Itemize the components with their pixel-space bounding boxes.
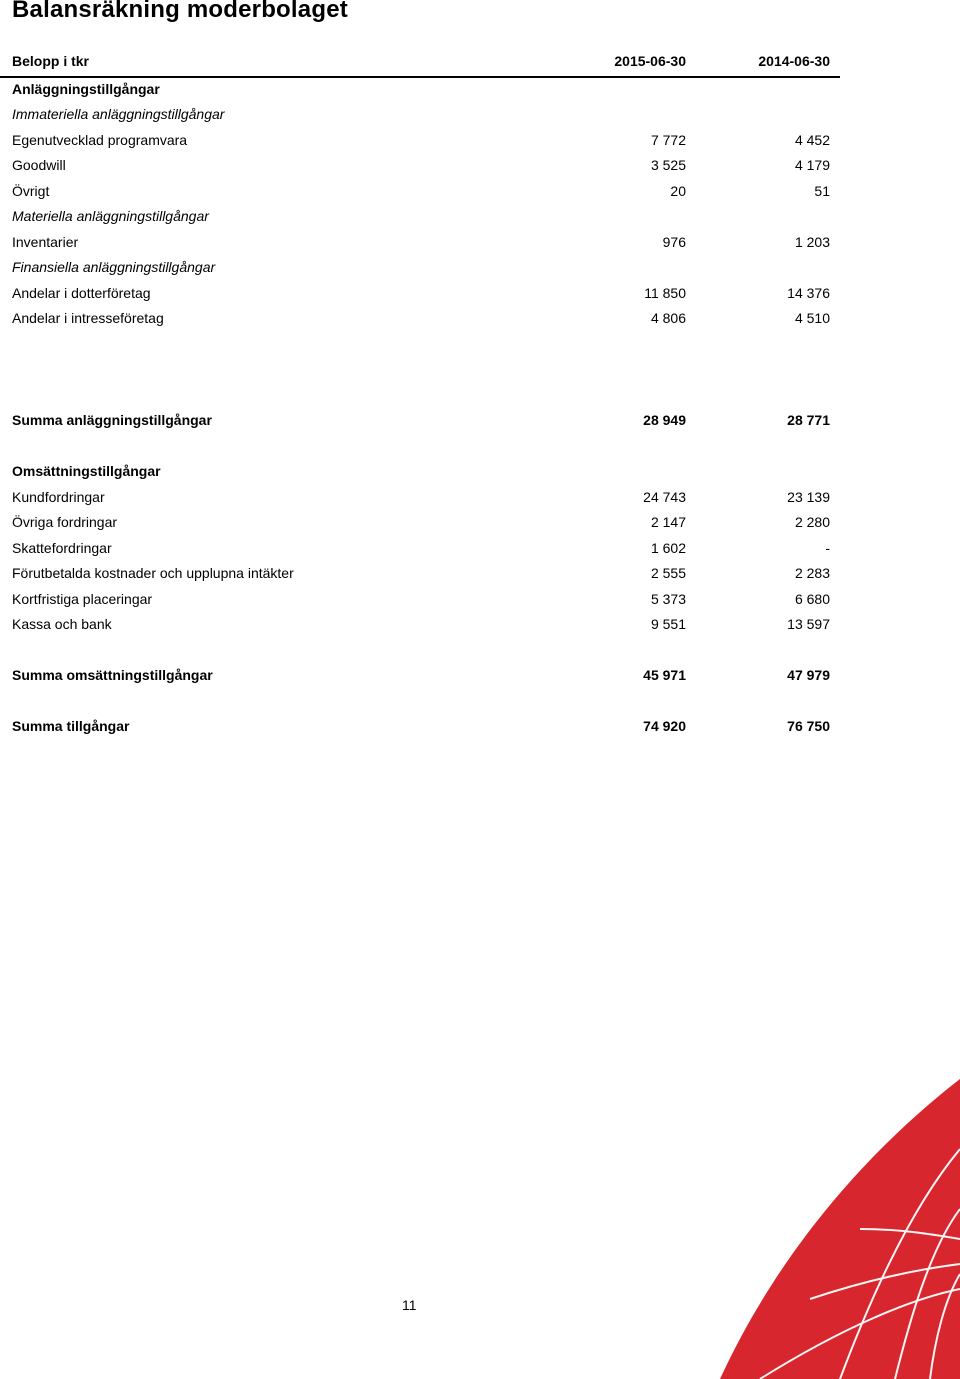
subtotal-row bbox=[0, 410, 840, 430]
row-label: Omsättningstillgångar bbox=[12, 463, 161, 479]
table-row bbox=[0, 155, 840, 175]
row-label: Förutbetalda kostnader och upplupna intäkter bbox=[12, 565, 294, 581]
value-2015: 24 743 bbox=[643, 489, 686, 505]
value-2014: 1 203 bbox=[794, 234, 830, 250]
subsection-heading-finansiella bbox=[0, 257, 840, 277]
row-label: Skattefordringar bbox=[12, 540, 112, 556]
row-label: Summa anläggningstillgångar bbox=[12, 412, 212, 428]
row-label: Egenutvecklad programvara bbox=[12, 132, 188, 148]
subsection-heading-immateriella bbox=[0, 104, 840, 124]
value-2014: 2 283 bbox=[794, 565, 830, 581]
section-heading-anlaggningstillgangar bbox=[0, 79, 840, 99]
table-row bbox=[0, 563, 840, 583]
row-label: Andelar i dotterföretag bbox=[12, 285, 151, 301]
value-2015: 20 bbox=[670, 183, 686, 199]
table-row bbox=[0, 512, 840, 532]
row-label: Övriga fordringar bbox=[12, 514, 118, 530]
value-2015: 5 373 bbox=[650, 591, 686, 607]
page-title: Balansräkning moderbolaget bbox=[12, 0, 348, 23]
value-2015: 2 147 bbox=[650, 514, 686, 530]
column-header-label: Belopp i tkr bbox=[12, 53, 90, 69]
page-number: 11 bbox=[402, 1297, 417, 1313]
table-row bbox=[0, 232, 840, 252]
subsection-heading-materiella bbox=[0, 206, 840, 226]
column-header-2014: 2014-06-30 bbox=[758, 53, 830, 69]
value-2015: 3 525 bbox=[650, 157, 686, 173]
row-label: Summa omsättningstillgångar bbox=[12, 667, 213, 683]
table-header bbox=[0, 52, 840, 78]
table-row bbox=[0, 181, 840, 201]
table-row bbox=[0, 308, 840, 328]
value-2014: 13 597 bbox=[787, 616, 830, 632]
value-2015: 2 555 bbox=[650, 565, 686, 581]
value-2015: 45 971 bbox=[643, 667, 686, 683]
row-label: Kundfordringar bbox=[12, 489, 105, 505]
value-2015: 28 949 bbox=[643, 412, 686, 428]
row-label: Summa tillgångar bbox=[12, 718, 130, 734]
value-2014: 76 750 bbox=[787, 718, 830, 734]
table-row bbox=[0, 614, 840, 634]
value-2015: 9 551 bbox=[650, 616, 686, 632]
row-label: Immateriella anläggningstillgångar bbox=[12, 106, 225, 122]
value-2015: 976 bbox=[662, 234, 686, 250]
value-2014: 51 bbox=[814, 183, 830, 199]
row-label: Andelar i intresseföretag bbox=[12, 310, 164, 326]
value-2015: 1 602 bbox=[650, 540, 686, 556]
value-2014: - bbox=[825, 540, 830, 556]
row-label: Materiella anläggningstillgångar bbox=[12, 208, 209, 224]
row-label: Kassa och bank bbox=[12, 616, 112, 632]
row-label: Finansiella anläggningstillgångar bbox=[12, 259, 216, 275]
value-2015: 7 772 bbox=[650, 132, 686, 148]
table-row bbox=[0, 487, 840, 507]
subtotal-row bbox=[0, 665, 840, 685]
value-2014: 4 510 bbox=[794, 310, 830, 326]
value-2014: 47 979 bbox=[787, 667, 830, 683]
row-label: Övrigt bbox=[12, 183, 50, 199]
row-label: Kortfristiga placeringar bbox=[12, 591, 153, 607]
table-row bbox=[0, 130, 840, 150]
value-2014: 2 280 bbox=[794, 514, 830, 530]
column-header-2015: 2015-06-30 bbox=[614, 53, 686, 69]
company-logo-graphic bbox=[720, 1079, 960, 1379]
table-row bbox=[0, 283, 840, 303]
value-2014: 14 376 bbox=[787, 285, 830, 301]
section-heading-omsattningstillgangar bbox=[0, 461, 840, 481]
value-2014: 6 680 bbox=[794, 591, 830, 607]
value-2014: 4 452 bbox=[794, 132, 830, 148]
value-2014: 4 179 bbox=[794, 157, 830, 173]
value-2014: 23 139 bbox=[787, 489, 830, 505]
row-label: Anläggningstillgångar bbox=[12, 81, 160, 97]
value-2015: 74 920 bbox=[643, 718, 686, 734]
value-2014: 28 771 bbox=[787, 412, 830, 428]
row-label: Inventarier bbox=[12, 234, 79, 250]
value-2015: 4 806 bbox=[650, 310, 686, 326]
table-row bbox=[0, 589, 840, 609]
row-label: Goodwill bbox=[12, 157, 66, 173]
table-row bbox=[0, 538, 840, 558]
total-row bbox=[0, 716, 840, 736]
value-2015: 11 850 bbox=[644, 285, 686, 301]
